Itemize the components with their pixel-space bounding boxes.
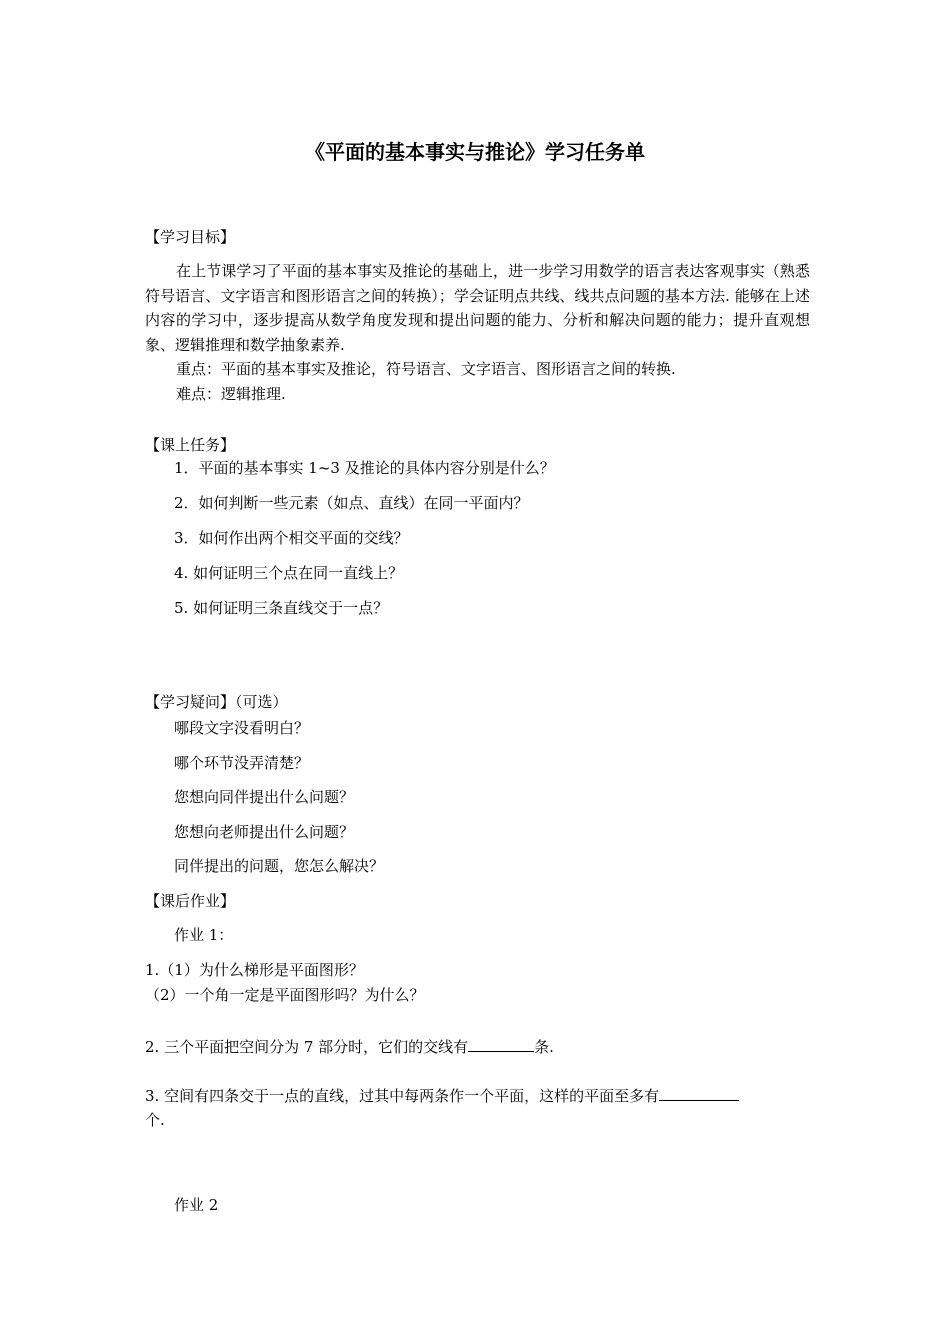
question-item: 哪个环节没弄清楚？: [174, 754, 310, 772]
homework-q3-suffix: 个.: [145, 1111, 165, 1129]
homework-part2-label: 作业 2: [174, 1196, 219, 1214]
question-item: 哪段文字没看明白？: [174, 719, 310, 737]
class-task-item: 5. 如何证明三条直线交于一点？: [174, 599, 389, 617]
questions-heading-line: [145, 690, 288, 714]
class-task-item: 1．平面的基本事实 1~3 及推论的具体内容分别是什么？: [174, 459, 555, 477]
question-item: 同伴提出的问题，您怎么解决？: [174, 857, 385, 875]
page-title: 《平面的基本事实与推论》学习任务单: [305, 140, 645, 164]
class-task-item: 4. 如何证明三个点在同一直线上？: [174, 564, 404, 582]
answer-blank[interactable]: [468, 1035, 534, 1052]
class-task-item: 2．如何判断一些元素（如点、直线）在同一平面内？: [174, 494, 529, 512]
questions-optional: （可选）: [235, 693, 288, 711]
homework-q3: [145, 1084, 739, 1108]
homework-q2: [145, 1035, 554, 1059]
homework-q2-suffix: 条.: [534, 1038, 554, 1056]
question-item: 您想向同伴提出什么问题？: [174, 788, 355, 806]
homework-q3-text: 3. 空间有四条交于一点的直线，过其中每两条作一个平面，这样的平面至多有: [145, 1087, 660, 1105]
key-point: 重点：平面的基本事实及推论，符号语言、文字语言、图形语言之间的转换.: [176, 360, 676, 378]
questions-heading: 【学习疑问】: [145, 693, 236, 711]
answer-blank[interactable]: [659, 1084, 739, 1101]
objectives-heading: 【学习目标】: [145, 228, 236, 246]
difficult-point: 难点：逻辑推理.: [176, 385, 286, 403]
class-task-item: 3．如何作出两个相交平面的交线？: [174, 529, 409, 547]
homework-q2-text: 2. 三个平面把空间分为 7 部分时，它们的交线有: [145, 1038, 469, 1056]
homework-q1b: （2）一个角一定是平面图形吗？为什么？: [145, 986, 425, 1004]
homework-heading: 【课后作业】: [145, 892, 236, 910]
class-tasks-heading: 【课上任务】: [145, 436, 236, 454]
question-item: 您想向老师提出什么问题？: [174, 823, 355, 841]
objectives-paragraph: 在上节课学习了平面的基本事实及推论的基础上，进一步学习用数学的语言表达客观事实（熟悉符号语言、文字语言和图形语言之间的转换）；学会证明点共线、线共点问题的基本方法. 能够在上述内容的学习中，逐步提高从数学角度发现和提出问题的能力、分析和解决问题的能力；提升直观想象、逻辑推理和数学抽象素养.: [145, 262, 810, 354]
homework-part1-label: 作业 1：: [174, 926, 234, 944]
homework-q1a: 1.（1）为什么梯形是平面图形？: [145, 961, 364, 979]
